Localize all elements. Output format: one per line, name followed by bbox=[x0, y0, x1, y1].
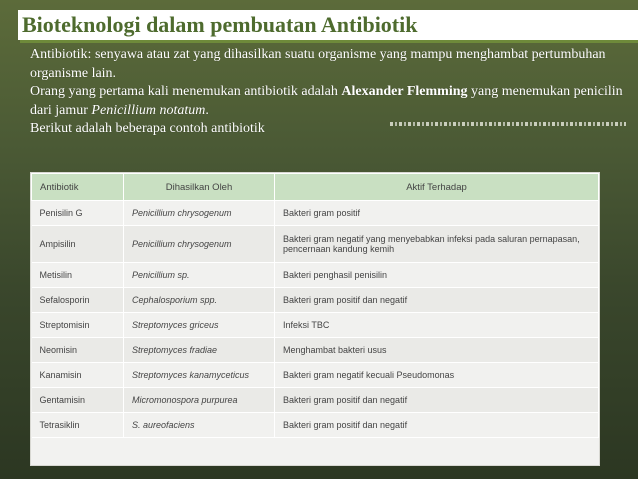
cell-dihasilkan-oleh: Streptomyces griceus bbox=[124, 313, 275, 338]
cell-antibiotik: Gentamisin bbox=[32, 388, 124, 413]
cell-antibiotik: Neomisin bbox=[32, 338, 124, 363]
header-aktif-terhadap: Aktif Terhadap bbox=[275, 174, 599, 201]
table-header-row bbox=[32, 174, 599, 201]
table-row bbox=[32, 263, 599, 288]
table-row bbox=[32, 413, 599, 438]
cell-dihasilkan-oleh: Streptomyces fradiae bbox=[124, 338, 275, 363]
title-divider bbox=[20, 40, 638, 43]
cell-dihasilkan-oleh: Penicillium chrysogenum bbox=[124, 226, 275, 263]
cell-aktif-terhadap: Infeksi TBC bbox=[275, 313, 599, 338]
table-body bbox=[32, 201, 599, 438]
antibiotic-table-panel bbox=[30, 172, 600, 466]
table-row bbox=[32, 338, 599, 363]
discoverer-middle: yang menemukan penicilin dari jamur bbox=[30, 84, 623, 118]
table-row bbox=[32, 226, 599, 263]
cell-aktif-terhadap: Bakteri gram negatif yang menyebabkan infeksi pada saluran pernapasan, pencernaan kandung kemih bbox=[275, 226, 599, 263]
scan-artifact bbox=[390, 122, 626, 126]
table-row bbox=[32, 388, 599, 413]
table-row bbox=[32, 313, 599, 338]
discoverer-species: Penicillium notatum bbox=[91, 102, 206, 118]
cell-dihasilkan-oleh: Streptomyces kanamyceticus bbox=[124, 363, 275, 388]
cell-dihasilkan-oleh: Cephalosporium spp. bbox=[124, 288, 275, 313]
page-title: Bioteknologi dalam pembuatan Antibiotik bbox=[22, 12, 418, 37]
cell-dihasilkan-oleh: Micromonospora purpurea bbox=[124, 388, 275, 413]
definition-text: Antibiotik: senyawa atau zat yang dihasilkan suatu organisme yang mampu menghambat pertumbuhan organisme lain. bbox=[30, 47, 606, 81]
cell-aktif-terhadap: Bakteri gram negatif kecuali Pseudomonas bbox=[275, 363, 599, 388]
cell-dihasilkan-oleh: Penicillium sp. bbox=[124, 263, 275, 288]
cell-antibiotik: Tetrasiklin bbox=[32, 413, 124, 438]
examples-intro: Berikut adalah beberapa contoh antibiotik bbox=[30, 121, 265, 136]
cell-antibiotik: Sefalosporin bbox=[32, 288, 124, 313]
discoverer-name: Alexander Flemming bbox=[341, 84, 468, 99]
cell-aktif-terhadap: Bakteri gram positif bbox=[275, 201, 599, 226]
cell-aktif-terhadap: Bakteri gram positif dan negatif bbox=[275, 288, 599, 313]
cell-dihasilkan-oleh: Penicillium chrysogenum bbox=[124, 201, 275, 226]
table-row bbox=[32, 201, 599, 226]
discoverer-end: . bbox=[205, 102, 209, 118]
table-row bbox=[32, 363, 599, 388]
cell-aktif-terhadap: Bakteri gram positif dan negatif bbox=[275, 388, 599, 413]
header-dihasilkan-oleh: Dihasilkan Oleh bbox=[124, 174, 275, 201]
cell-aktif-terhadap: Bakteri penghasil penisilin bbox=[275, 263, 599, 288]
cell-antibiotik: Penisilin G bbox=[32, 201, 124, 226]
cell-antibiotik: Kanamisin bbox=[32, 363, 124, 388]
cell-aktif-terhadap: Menghambat bakteri usus bbox=[275, 338, 599, 363]
cell-antibiotik: Metisilin bbox=[32, 263, 124, 288]
antibiotic-table bbox=[31, 173, 599, 438]
discoverer-prefix: Orang yang pertama kali menemukan antibiotik adalah bbox=[30, 84, 342, 99]
cell-dihasilkan-oleh: S. aureofaciens bbox=[124, 413, 275, 438]
header-antibiotik: Antibiotik bbox=[32, 174, 124, 201]
cell-antibiotik: Streptomisin bbox=[32, 313, 124, 338]
table-row bbox=[32, 288, 599, 313]
cell-antibiotik: Ampisilin bbox=[32, 226, 124, 263]
cell-aktif-terhadap: Bakteri gram positif dan negatif bbox=[275, 413, 599, 438]
discoverer-text bbox=[30, 83, 630, 120]
